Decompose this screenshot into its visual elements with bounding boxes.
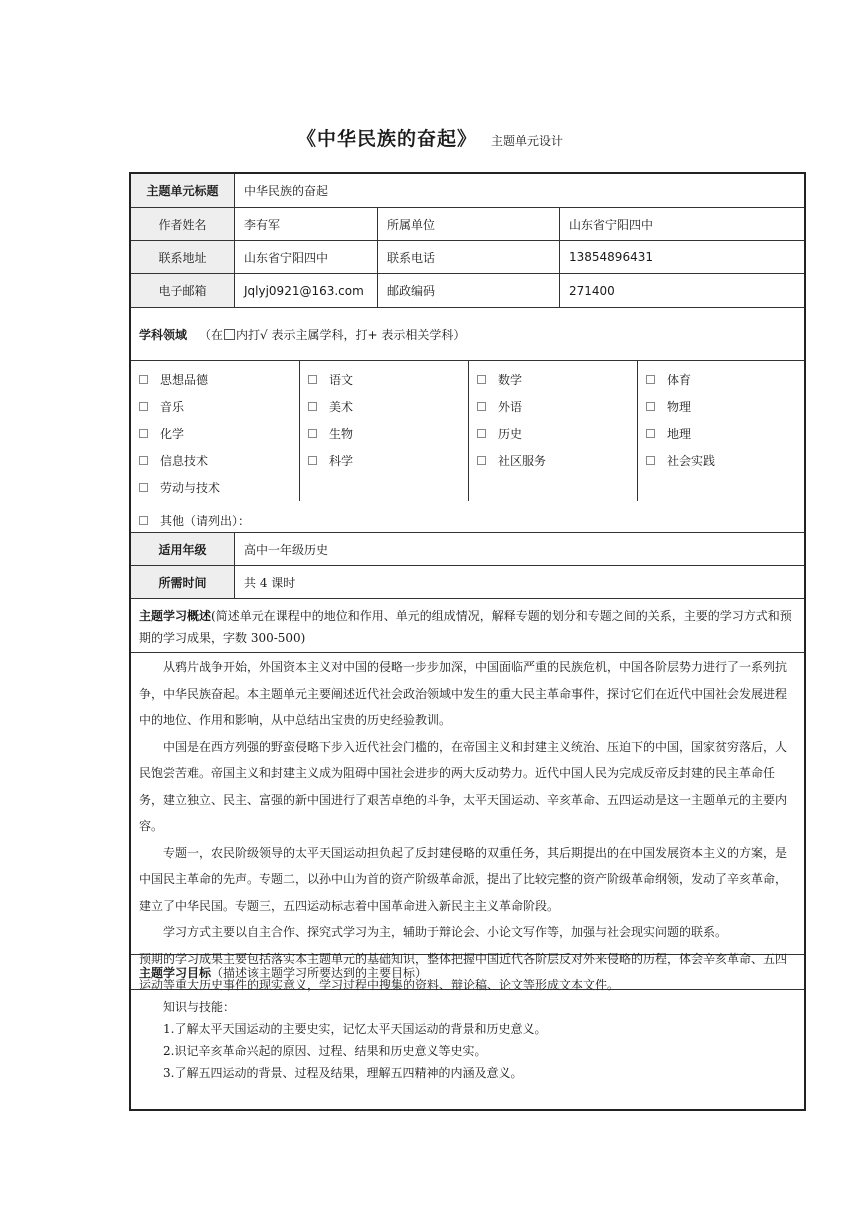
subject-column-1: [131, 361, 300, 501]
phone-value: 13854896431: [569, 250, 653, 264]
grade-value: 高中一年级历史: [244, 542, 329, 557]
overview-paragraph: 预期的学习成果主要包括落实本主题单元的基础知识，整体把握中国近代各阶层反对外来侵略的历程，体会辛亥革命、五四运动等重大历史事件的现实意义，学习过程中搜集的资料、辩论稿、论文等形成文本文件。: [139, 951, 788, 992]
row-address: [131, 241, 804, 274]
subject-column-3: [469, 361, 638, 501]
subject-label: 音乐: [160, 400, 185, 414]
subject-label: 社会实践: [667, 454, 716, 468]
unit-title-value: 中华民族的奋起: [244, 184, 329, 198]
row-time: [131, 566, 804, 599]
row-grade: [131, 533, 804, 566]
subject-label: 历史: [498, 427, 523, 441]
checkbox-icon[interactable]: [139, 516, 148, 525]
subject-label: 数学: [498, 373, 523, 387]
goal-item: 1.了解太平天国运动的主要史实，记忆太平天国运动的背景和历史意义。: [163, 1022, 547, 1036]
checkbox-icon[interactable]: [139, 429, 148, 438]
checkbox-icon[interactable]: [308, 429, 317, 438]
subject-option[interactable]: [646, 371, 691, 388]
subject-label: 体育: [667, 373, 692, 387]
subject-option[interactable]: [139, 371, 208, 388]
goals-body: [131, 990, 804, 1084]
subject-label: 社区服务: [498, 454, 547, 468]
checkbox-icon: [224, 329, 235, 340]
email-label: 电子邮箱: [131, 274, 235, 307]
address-label: 联系地址: [131, 241, 235, 273]
overview-paragraph: 从鸦片战争开始，外国资本主义对中国的侵略一步步加深，中国面临严重的民族危机，中国各阶层势力进行了一系列抗争，中华民族奋起。本主题单元主要阐述近代社会政治领域中发生的重大民主革命事件，探讨它们在近代中国社会发展进程中的地位、作用和影响，从中总结出宝贵的历史经验教训。: [139, 660, 788, 727]
title-sub: 主题单元设计: [491, 134, 564, 148]
checkbox-icon[interactable]: [139, 483, 148, 492]
subject-column-2: [300, 361, 469, 501]
overview-paragraph: 学习方式主要以自主合作、探究式学习为主，辅助于辩论会、小论文写作等，加强与社会现实问题的联系。: [163, 925, 728, 939]
subject-label: 劳动与技术: [160, 481, 221, 495]
checkbox-icon[interactable]: [308, 456, 317, 465]
title-main: 《中华民族的奋起》: [296, 128, 477, 150]
subject-option[interactable]: [308, 452, 353, 469]
subject-label: 科学: [329, 454, 354, 468]
subject-option[interactable]: [139, 479, 220, 496]
overview-header: [131, 599, 804, 649]
checkbox-icon[interactable]: [477, 429, 486, 438]
overview-body: [131, 653, 804, 999]
overview-title: 主题学习概述: [139, 609, 212, 623]
phone-label: 联系电话: [378, 241, 560, 273]
subject-option[interactable]: [477, 425, 522, 442]
subject-option[interactable]: [646, 398, 691, 415]
row-goals-header: [131, 955, 804, 990]
row-overview-header: [131, 599, 804, 653]
row-subject-header: [131, 308, 804, 361]
address-value: 山东省宁阳四中: [235, 241, 378, 273]
email-value: Jqlyj0921@163.com: [235, 274, 378, 307]
checkbox-icon[interactable]: [139, 402, 148, 411]
subject-label: 物理: [667, 400, 692, 414]
goals-header: [131, 955, 804, 989]
subject-label: 美术: [329, 400, 354, 414]
checkbox-icon[interactable]: [139, 375, 148, 384]
checkbox-icon[interactable]: [477, 456, 486, 465]
subject-other-label: 其他（请列出）：: [160, 514, 251, 528]
subject-option[interactable]: [477, 398, 522, 415]
subject-option[interactable]: [646, 452, 715, 469]
author-label: 作者姓名: [131, 208, 235, 240]
checkbox-icon[interactable]: [139, 456, 148, 465]
row-unit-title: [131, 174, 804, 208]
design-form: [129, 172, 806, 1111]
subject-label: 化学: [160, 427, 185, 441]
postcode-label: 邮政编码: [378, 274, 560, 307]
subject-option[interactable]: [308, 398, 353, 415]
subject-option[interactable]: [139, 452, 208, 469]
unit-title-label: 主题单元标题: [131, 174, 235, 207]
subject-option-other[interactable]: [139, 512, 250, 529]
goals-title: 主题学习目标: [139, 965, 212, 980]
subject-option[interactable]: [308, 371, 353, 388]
org-label: 所属单位: [378, 208, 560, 240]
org-value: 山东省宁阳四中: [569, 217, 654, 232]
time-label: 所需时间: [131, 566, 235, 598]
goal-item: 知识与技能：: [163, 1000, 236, 1014]
checkbox-icon[interactable]: [646, 375, 655, 384]
goals-note: （描述该主题学习所要达到的主要目标）: [211, 965, 428, 980]
row-author: [131, 208, 804, 241]
subject-label: 外语: [498, 400, 523, 414]
document-title: [0, 124, 860, 151]
subject-option[interactable]: [477, 452, 546, 469]
author-value: 李有军: [235, 208, 378, 240]
subject-header: [131, 308, 804, 360]
checkbox-icon[interactable]: [646, 402, 655, 411]
subject-label: 生物: [329, 427, 354, 441]
subject-option[interactable]: [477, 371, 522, 388]
overview-note: (简述单元在课程中的地位和作用、单元的组成情况，解释专题的划分和专题之间的关系，主要的学习方式和预期的学习成果，字数 300-500): [139, 609, 792, 645]
subject-header-title: 学科领域: [139, 327, 188, 342]
subject-option[interactable]: [308, 425, 353, 442]
checkbox-icon[interactable]: [646, 456, 655, 465]
overview-paragraph: 专题一，农民阶级领导的太平天国运动担负起了反封建侵略的双重任务，其后期提出的在中国发展资本主义的方案，是中国民主革命的先声。专题二，以孙中山为首的资产阶级革命派，提出了比较完整的资产阶级革命纲领，发动了辛亥革命，建立了中华民国。专题三，五四运动标志着中国革命进入新民主主义革命阶段。: [139, 845, 788, 913]
subject-grid: [131, 361, 804, 506]
subject-option[interactable]: [139, 425, 184, 442]
subject-header-note-2: 内打√ 表示主属学科，打+ 表示相关学科）: [236, 327, 466, 342]
goal-item: 2.识记辛亥革命兴起的原因、过程、结果和历史意义等史实。: [163, 1044, 487, 1058]
time-value: 共 4 课时: [244, 575, 296, 590]
checkbox-icon[interactable]: [477, 375, 486, 384]
subject-column-4: [638, 361, 804, 501]
goal-item: 3.了解五四运动的背景、过程及结果，理解五四精神的内涵及意义。: [163, 1066, 523, 1080]
checkbox-icon[interactable]: [477, 402, 486, 411]
subject-header-note: （在: [199, 327, 224, 342]
checkbox-icon[interactable]: [308, 402, 317, 411]
checkbox-icon[interactable]: [308, 375, 317, 384]
subject-option[interactable]: [646, 425, 691, 442]
postcode-value: 271400: [569, 283, 615, 298]
subject-label: 地理: [667, 427, 692, 441]
subject-label: 信息技术: [160, 454, 209, 468]
overview-paragraph: 中国是在西方列强的野蛮侵略下步入近代社会门槛的，在帝国主义和封建主义统治、压迫下的中国，国家贫穷落后，人民饱尝苦难。帝国主义和封建主义成为阻碍中国社会进步的两大反动势力。近代中国人民为完成反帝反封建的民主革命任务，建立独立、民主、富强的新中国进行了艰苦卓绝的斗争，太平天国运动、辛亥革命、五四运动是这一主题单元的主要内容。: [139, 739, 788, 833]
subject-option[interactable]: [139, 398, 184, 415]
subject-label: 语文: [329, 373, 354, 387]
subject-label: 思想品德: [160, 373, 209, 387]
checkbox-icon[interactable]: [646, 429, 655, 438]
grade-label: 适用年级: [131, 533, 235, 565]
row-other-subject: [131, 506, 804, 533]
row-email: [131, 274, 804, 308]
